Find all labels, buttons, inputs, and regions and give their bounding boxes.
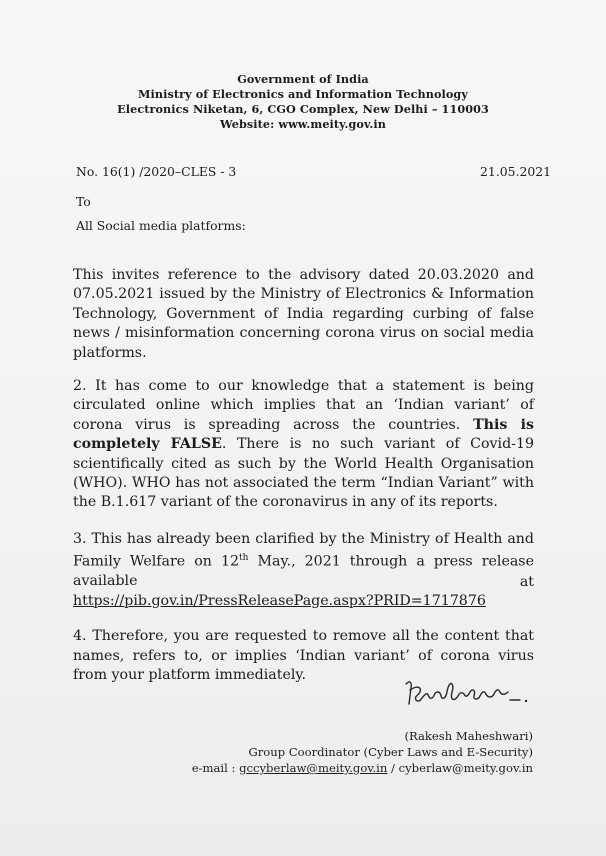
- email-link-gccyberlaw[interactable]: gccyberlaw@meity.gov.in: [239, 761, 388, 775]
- paragraph-2-text-b: . There is no such variant of Covid-19 scientifically cited as such by the World Health Organisation (WHO). WHO has not associated the term “Indian Variant” with the B.1.617 variant of the coronavirus in any of its reports.: [73, 436, 535, 511]
- addressee: All Social media platforms:: [76, 218, 246, 233]
- press-release-link[interactable]: https://pib.gov.in/PressReleasePage.aspx?PRID=1717876: [73, 592, 486, 609]
- email-label: e-mail :: [191, 761, 240, 775]
- letter-date: 21.05.2021: [480, 164, 551, 179]
- signature-icon: [402, 674, 542, 712]
- reference-number: No. 16(1) /2020–CLES - 3: [76, 164, 237, 179]
- letterhead-ministry: Ministry of Electronics and Information Technology: [138, 87, 468, 101]
- paragraph-2: [73, 377, 534, 513]
- paragraph-3-text-b: May., 2021 through a press release available: [73, 554, 534, 590]
- paragraph-2-text-a: 2. It has come to our knowledge that a statement is being circulated online which implies that an ‘Indian variant’ of corona virus is spreading across the countries.: [73, 378, 534, 433]
- signatory-designation: Group Coordinator (Cyber Laws and E-Security): [248, 745, 533, 759]
- paragraph-3-superscript: th: [239, 553, 249, 564]
- paragraph-3-text-a: 3. This has already been clarified by the Ministry of Health and Family Welfare on 12: [73, 530, 534, 571]
- letterhead-website: Website: www.meity.gov.in: [219, 117, 387, 131]
- letterhead: [0, 72, 606, 132]
- letterhead-government: Government of India: [237, 72, 369, 86]
- paragraph-4: 4. Therefore, you are requested to remove all the content that names, refers to, or implies ‘Indian variant’ of corona virus from your platform immediately.: [73, 628, 534, 684]
- paragraph-1: This invites reference to the advisory dated 20.03.2020 and 07.05.2021 issued by the Ministry of Electronics & Information Technology, Government of India regarding curbing of false news / misinformation concerning corona virus on social media platforms.: [73, 267, 534, 361]
- to-label: To: [76, 194, 91, 209]
- signatory-name: (Rakesh Maheshwari): [404, 729, 533, 743]
- email-cyberlaw[interactable]: cyberlaw@meity.gov.in: [398, 761, 533, 775]
- reference-row: [76, 164, 551, 179]
- email-separator: /: [387, 761, 399, 775]
- signatory-block: [150, 728, 533, 776]
- paragraph-2-emphasis: This is completely FALSE: [73, 416, 534, 453]
- letterhead-address: Electronics Niketan, 6, CGO Complex, New Delhi – 110003: [117, 102, 489, 116]
- paragraph-3: [73, 530, 534, 611]
- paragraph-3-at: at: [519, 573, 534, 590]
- letter-body: [73, 266, 534, 699]
- signatory-email-row: [150, 760, 533, 776]
